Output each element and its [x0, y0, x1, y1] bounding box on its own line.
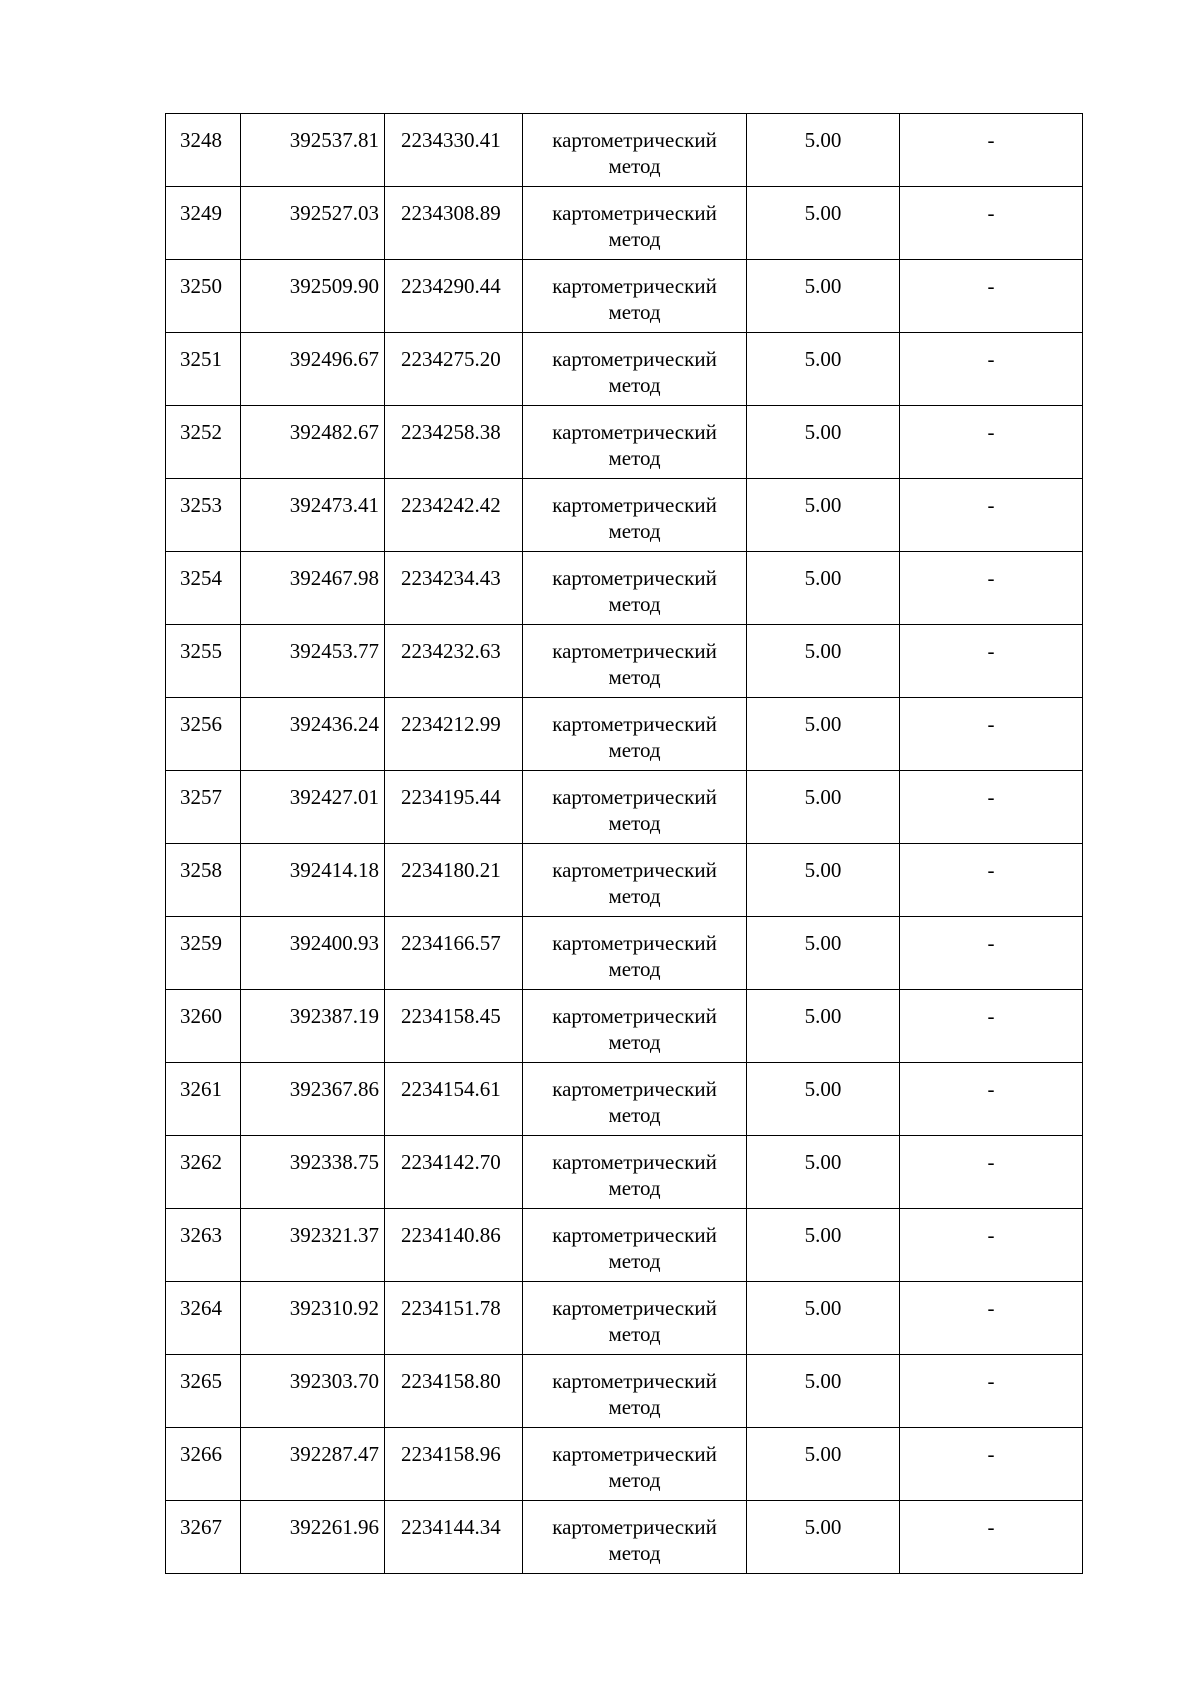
accuracy-cell	[747, 917, 900, 990]
point-number-cell	[166, 625, 241, 698]
x-coordinate-cell-text: 392436.24	[289, 712, 379, 736]
accuracy-cell	[747, 406, 900, 479]
x-coordinate-cell	[241, 1282, 385, 1355]
point-number-cell-text: 3267	[180, 1515, 222, 1539]
method-cell-text: картометрический метод	[552, 566, 717, 616]
x-coordinate-cell-text: 392467.98	[289, 566, 379, 590]
point-number-cell	[166, 114, 241, 187]
table-row	[166, 1282, 1083, 1355]
method-cell	[523, 114, 747, 187]
accuracy-cell	[747, 479, 900, 552]
table-row	[166, 260, 1083, 333]
accuracy-cell-text: 5.00	[804, 931, 842, 955]
point-number-cell-text: 3249	[180, 201, 222, 225]
coordinates-table-body	[166, 114, 1083, 1574]
accuracy-cell-text: 5.00	[804, 1515, 842, 1539]
description-cell-text: -	[987, 1077, 995, 1101]
y-coordinate-cell	[385, 698, 523, 771]
table-row	[166, 1063, 1083, 1136]
description-cell-text: -	[987, 1515, 995, 1539]
method-cell-text: картометрический метод	[552, 1369, 717, 1419]
method-cell-text: картометрический метод	[552, 639, 717, 689]
description-cell	[900, 479, 1083, 552]
method-cell	[523, 1063, 747, 1136]
y-coordinate-cell-text: 2234158.80	[401, 1369, 501, 1393]
accuracy-cell	[747, 187, 900, 260]
description-cell-text: -	[987, 201, 995, 225]
x-coordinate-cell-text: 392482.67	[289, 420, 379, 444]
table-row	[166, 1355, 1083, 1428]
point-number-cell-text: 3252	[180, 420, 222, 444]
method-cell-text: картометрический метод	[552, 785, 717, 835]
description-cell	[900, 844, 1083, 917]
method-cell	[523, 1428, 747, 1501]
x-coordinate-cell	[241, 114, 385, 187]
description-cell-text: -	[987, 1004, 995, 1028]
x-coordinate-cell-text: 392367.86	[289, 1077, 379, 1101]
x-coordinate-cell-text: 392321.37	[289, 1223, 379, 1247]
x-coordinate-cell-text: 392287.47	[289, 1442, 379, 1466]
description-cell	[900, 406, 1083, 479]
y-coordinate-cell-text: 2234158.45	[401, 1004, 501, 1028]
x-coordinate-cell	[241, 406, 385, 479]
y-coordinate-cell	[385, 917, 523, 990]
y-coordinate-cell-text: 2234308.89	[401, 201, 501, 225]
point-number-cell-text: 3258	[180, 858, 222, 882]
method-cell	[523, 625, 747, 698]
x-coordinate-cell	[241, 1428, 385, 1501]
table-row	[166, 771, 1083, 844]
method-cell	[523, 1282, 747, 1355]
y-coordinate-cell	[385, 333, 523, 406]
description-cell	[900, 552, 1083, 625]
y-coordinate-cell	[385, 479, 523, 552]
point-number-cell-text: 3266	[180, 1442, 222, 1466]
accuracy-cell-text: 5.00	[804, 493, 842, 517]
table-row	[166, 1209, 1083, 1282]
y-coordinate-cell	[385, 1136, 523, 1209]
description-cell	[900, 1355, 1083, 1428]
x-coordinate-cell-text: 392527.03	[289, 201, 379, 225]
accuracy-cell-text: 5.00	[804, 566, 842, 590]
point-number-cell	[166, 917, 241, 990]
description-cell-text: -	[987, 347, 995, 371]
description-cell	[900, 917, 1083, 990]
accuracy-cell-text: 5.00	[804, 347, 842, 371]
accuracy-cell	[747, 114, 900, 187]
accuracy-cell-text: 5.00	[804, 201, 842, 225]
y-coordinate-cell	[385, 260, 523, 333]
description-cell-text: -	[987, 128, 995, 152]
point-number-cell	[166, 260, 241, 333]
method-cell	[523, 406, 747, 479]
accuracy-cell-text: 5.00	[804, 1223, 842, 1247]
x-coordinate-cell	[241, 1355, 385, 1428]
accuracy-cell	[747, 698, 900, 771]
accuracy-cell	[747, 1282, 900, 1355]
method-cell-text: картометрический метод	[552, 712, 717, 762]
description-cell-text: -	[987, 858, 995, 882]
x-coordinate-cell	[241, 917, 385, 990]
method-cell	[523, 479, 747, 552]
x-coordinate-cell-text: 392453.77	[289, 639, 379, 663]
y-coordinate-cell	[385, 114, 523, 187]
x-coordinate-cell	[241, 990, 385, 1063]
table-row	[166, 844, 1083, 917]
description-cell-text: -	[987, 493, 995, 517]
coordinates-table	[165, 113, 1083, 1574]
point-number-cell-text: 3250	[180, 274, 222, 298]
accuracy-cell	[747, 333, 900, 406]
method-cell-text: картометрический метод	[552, 201, 717, 251]
point-number-cell-text: 3254	[180, 566, 222, 590]
table-row	[166, 552, 1083, 625]
method-cell	[523, 552, 747, 625]
method-cell-text: картометрический метод	[552, 1004, 717, 1054]
accuracy-cell-text: 5.00	[804, 1077, 842, 1101]
description-cell	[900, 625, 1083, 698]
accuracy-cell	[747, 1136, 900, 1209]
x-coordinate-cell	[241, 1501, 385, 1574]
point-number-cell	[166, 771, 241, 844]
y-coordinate-cell-text: 2234142.70	[401, 1150, 501, 1174]
point-number-cell-text: 3262	[180, 1150, 222, 1174]
point-number-cell	[166, 1355, 241, 1428]
description-cell-text: -	[987, 274, 995, 298]
point-number-cell-text: 3263	[180, 1223, 222, 1247]
accuracy-cell	[747, 771, 900, 844]
point-number-cell-text: 3257	[180, 785, 222, 809]
table-row	[166, 333, 1083, 406]
method-cell	[523, 1136, 747, 1209]
point-number-cell	[166, 1501, 241, 1574]
x-coordinate-cell	[241, 844, 385, 917]
x-coordinate-cell-text: 392427.01	[289, 785, 379, 809]
point-number-cell	[166, 844, 241, 917]
y-coordinate-cell	[385, 990, 523, 1063]
y-coordinate-cell	[385, 844, 523, 917]
point-number-cell-text: 3260	[180, 1004, 222, 1028]
point-number-cell	[166, 479, 241, 552]
y-coordinate-cell	[385, 1501, 523, 1574]
y-coordinate-cell-text: 2234242.42	[401, 493, 501, 517]
accuracy-cell	[747, 990, 900, 1063]
accuracy-cell	[747, 1501, 900, 1574]
point-number-cell-text: 3264	[180, 1296, 222, 1320]
description-cell-text: -	[987, 785, 995, 809]
point-number-cell	[166, 1428, 241, 1501]
point-number-cell	[166, 333, 241, 406]
method-cell	[523, 1355, 747, 1428]
x-coordinate-cell	[241, 771, 385, 844]
point-number-cell	[166, 1282, 241, 1355]
description-cell	[900, 1282, 1083, 1355]
method-cell	[523, 1501, 747, 1574]
method-cell	[523, 333, 747, 406]
description-cell-text: -	[987, 420, 995, 444]
x-coordinate-cell	[241, 187, 385, 260]
method-cell	[523, 1209, 747, 1282]
description-cell	[900, 260, 1083, 333]
accuracy-cell-text: 5.00	[804, 128, 842, 152]
accuracy-cell	[747, 1355, 900, 1428]
description-cell	[900, 698, 1083, 771]
description-cell	[900, 333, 1083, 406]
accuracy-cell-text: 5.00	[804, 858, 842, 882]
point-number-cell	[166, 187, 241, 260]
method-cell	[523, 917, 747, 990]
point-number-cell-text: 3248	[180, 128, 222, 152]
x-coordinate-cell-text: 392509.90	[289, 274, 379, 298]
method-cell-text: картометрический метод	[552, 274, 717, 324]
accuracy-cell-text: 5.00	[804, 274, 842, 298]
accuracy-cell-text: 5.00	[804, 785, 842, 809]
x-coordinate-cell-text: 392400.93	[289, 931, 379, 955]
x-coordinate-cell-text: 392310.92	[289, 1296, 379, 1320]
point-number-cell-text: 3255	[180, 639, 222, 663]
method-cell-text: картометрический метод	[552, 128, 717, 178]
accuracy-cell-text: 5.00	[804, 1442, 842, 1466]
y-coordinate-cell-text: 2234212.99	[401, 712, 501, 736]
y-coordinate-cell-text: 2234180.21	[401, 858, 501, 882]
description-cell	[900, 990, 1083, 1063]
x-coordinate-cell	[241, 625, 385, 698]
accuracy-cell	[747, 625, 900, 698]
y-coordinate-cell-text: 2234144.34	[401, 1515, 501, 1539]
method-cell-text: картометрический метод	[552, 1442, 717, 1492]
description-cell-text: -	[987, 1442, 995, 1466]
y-coordinate-cell-text: 2234154.61	[401, 1077, 501, 1101]
y-coordinate-cell-text: 2234232.63	[401, 639, 501, 663]
description-cell	[900, 114, 1083, 187]
y-coordinate-cell-text: 2234234.43	[401, 566, 501, 590]
x-coordinate-cell-text: 392473.41	[289, 493, 379, 517]
method-cell	[523, 187, 747, 260]
y-coordinate-cell	[385, 1063, 523, 1136]
table-row	[166, 917, 1083, 990]
x-coordinate-cell	[241, 333, 385, 406]
point-number-cell	[166, 406, 241, 479]
y-coordinate-cell-text: 2234258.38	[401, 420, 501, 444]
table-row	[166, 698, 1083, 771]
accuracy-cell	[747, 844, 900, 917]
method-cell	[523, 844, 747, 917]
description-cell-text: -	[987, 566, 995, 590]
y-coordinate-cell	[385, 552, 523, 625]
accuracy-cell-text: 5.00	[804, 1150, 842, 1174]
method-cell-text: картометрический метод	[552, 1296, 717, 1346]
method-cell	[523, 990, 747, 1063]
y-coordinate-cell	[385, 187, 523, 260]
y-coordinate-cell	[385, 1282, 523, 1355]
point-number-cell-text: 3259	[180, 931, 222, 955]
description-cell	[900, 1136, 1083, 1209]
y-coordinate-cell-text: 2234290.44	[401, 274, 501, 298]
accuracy-cell	[747, 1428, 900, 1501]
y-coordinate-cell	[385, 1428, 523, 1501]
y-coordinate-cell-text: 2234166.57	[401, 931, 501, 955]
point-number-cell	[166, 552, 241, 625]
x-coordinate-cell	[241, 552, 385, 625]
accuracy-cell	[747, 1209, 900, 1282]
accuracy-cell	[747, 1063, 900, 1136]
y-coordinate-cell-text: 2234275.20	[401, 347, 501, 371]
x-coordinate-cell-text: 392537.81	[289, 128, 379, 152]
y-coordinate-cell	[385, 1209, 523, 1282]
table-row	[166, 990, 1083, 1063]
description-cell-text: -	[987, 1369, 995, 1393]
x-coordinate-cell-text: 392387.19	[289, 1004, 379, 1028]
method-cell-text: картометрический метод	[552, 347, 717, 397]
x-coordinate-cell	[241, 1209, 385, 1282]
accuracy-cell-text: 5.00	[804, 1369, 842, 1393]
description-cell	[900, 1428, 1083, 1501]
x-coordinate-cell-text: 392414.18	[289, 858, 379, 882]
description-cell-text: -	[987, 639, 995, 663]
y-coordinate-cell-text: 2234330.41	[401, 128, 501, 152]
description-cell-text: -	[987, 1150, 995, 1174]
y-coordinate-cell-text: 2234140.86	[401, 1223, 501, 1247]
x-coordinate-cell	[241, 698, 385, 771]
x-coordinate-cell-text: 392338.75	[289, 1150, 379, 1174]
x-coordinate-cell	[241, 1063, 385, 1136]
point-number-cell-text: 3253	[180, 493, 222, 517]
method-cell	[523, 771, 747, 844]
table-row	[166, 1501, 1083, 1574]
accuracy-cell-text: 5.00	[804, 420, 842, 444]
description-cell	[900, 771, 1083, 844]
y-coordinate-cell-text: 2234158.96	[401, 1442, 501, 1466]
method-cell-text: картометрический метод	[552, 493, 717, 543]
point-number-cell-text: 3256	[180, 712, 222, 736]
method-cell-text: картометрический метод	[552, 1223, 717, 1273]
description-cell-text: -	[987, 1296, 995, 1320]
y-coordinate-cell	[385, 625, 523, 698]
description-cell	[900, 1501, 1083, 1574]
method-cell	[523, 260, 747, 333]
x-coordinate-cell	[241, 260, 385, 333]
point-number-cell-text: 3261	[180, 1077, 222, 1101]
point-number-cell-text: 3265	[180, 1369, 222, 1393]
method-cell-text: картометрический метод	[552, 420, 717, 470]
accuracy-cell-text: 5.00	[804, 1004, 842, 1028]
table-row	[166, 625, 1083, 698]
accuracy-cell-text: 5.00	[804, 712, 842, 736]
accuracy-cell	[747, 260, 900, 333]
table-row	[166, 479, 1083, 552]
x-coordinate-cell-text: 392496.67	[289, 347, 379, 371]
y-coordinate-cell	[385, 771, 523, 844]
description-cell	[900, 1209, 1083, 1282]
point-number-cell-text: 3251	[180, 347, 222, 371]
y-coordinate-cell-text: 2234195.44	[401, 785, 501, 809]
method-cell-text: картометрический метод	[552, 858, 717, 908]
table-row	[166, 406, 1083, 479]
accuracy-cell-text: 5.00	[804, 639, 842, 663]
y-coordinate-cell-text: 2234151.78	[401, 1296, 501, 1320]
y-coordinate-cell	[385, 1355, 523, 1428]
x-coordinate-cell	[241, 479, 385, 552]
point-number-cell	[166, 1136, 241, 1209]
description-cell-text: -	[987, 1223, 995, 1247]
table-row	[166, 187, 1083, 260]
method-cell-text: картометрический метод	[552, 1515, 717, 1565]
table-row	[166, 1428, 1083, 1501]
method-cell-text: картометрический метод	[552, 1150, 717, 1200]
method-cell-text: картометрический метод	[552, 1077, 717, 1127]
x-coordinate-cell-text: 392303.70	[289, 1369, 379, 1393]
description-cell-text: -	[987, 931, 995, 955]
method-cell-text: картометрический метод	[552, 931, 717, 981]
x-coordinate-cell-text: 392261.96	[289, 1515, 379, 1539]
point-number-cell	[166, 698, 241, 771]
description-cell	[900, 187, 1083, 260]
y-coordinate-cell	[385, 406, 523, 479]
accuracy-cell-text: 5.00	[804, 1296, 842, 1320]
description-cell-text: -	[987, 712, 995, 736]
x-coordinate-cell	[241, 1136, 385, 1209]
table-row	[166, 114, 1083, 187]
table-row	[166, 1136, 1083, 1209]
point-number-cell	[166, 990, 241, 1063]
point-number-cell	[166, 1209, 241, 1282]
description-cell	[900, 1063, 1083, 1136]
accuracy-cell	[747, 552, 900, 625]
method-cell	[523, 698, 747, 771]
point-number-cell	[166, 1063, 241, 1136]
